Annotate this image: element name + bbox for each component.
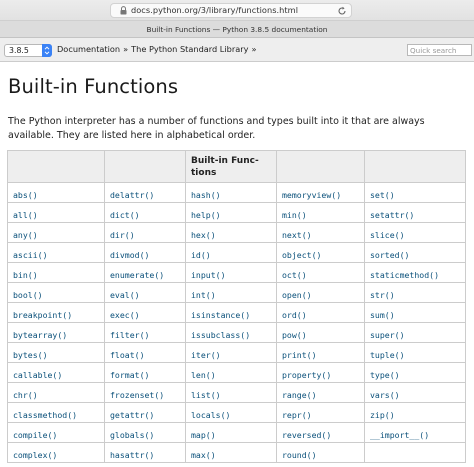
function-link[interactable]: reversed() bbox=[282, 430, 332, 440]
table-cell bbox=[277, 343, 365, 363]
function-link[interactable]: exec() bbox=[110, 310, 140, 320]
function-link[interactable]: dict() bbox=[110, 210, 140, 220]
table-row bbox=[8, 223, 466, 243]
table-cell bbox=[8, 223, 105, 243]
table-cell bbox=[365, 243, 466, 263]
function-link[interactable]: bytearray() bbox=[13, 330, 68, 340]
table-cell bbox=[105, 303, 186, 323]
function-link[interactable]: all() bbox=[13, 210, 38, 220]
function-link[interactable]: id() bbox=[191, 250, 211, 260]
table-header-cell bbox=[105, 151, 186, 183]
table-row bbox=[8, 443, 466, 463]
table-cell bbox=[277, 243, 365, 263]
function-link[interactable]: object() bbox=[282, 250, 322, 260]
function-link[interactable]: vars() bbox=[370, 390, 400, 400]
table-cell bbox=[365, 443, 466, 463]
quick-search-input[interactable] bbox=[407, 44, 472, 56]
address-bar bbox=[0, 0, 474, 20]
url-field[interactable] bbox=[110, 3, 352, 18]
breadcrumb-separator: » bbox=[123, 44, 129, 54]
table-row bbox=[8, 363, 466, 383]
table-cell bbox=[365, 203, 466, 223]
table-cell bbox=[8, 203, 105, 223]
table-cell bbox=[186, 443, 277, 463]
table-cell bbox=[105, 283, 186, 303]
function-link[interactable]: type() bbox=[370, 370, 400, 380]
table-cell bbox=[186, 323, 277, 343]
function-link[interactable]: str() bbox=[370, 290, 395, 300]
function-link[interactable]: chr() bbox=[13, 390, 38, 400]
function-link[interactable]: hasattr() bbox=[110, 450, 155, 460]
table-cell bbox=[8, 283, 105, 303]
table-cell bbox=[105, 203, 186, 223]
table-header-row bbox=[8, 151, 466, 183]
table-cell bbox=[8, 263, 105, 283]
table-cell bbox=[8, 443, 105, 463]
function-link[interactable]: list() bbox=[191, 390, 221, 400]
function-link[interactable]: bin() bbox=[13, 270, 38, 280]
function-link[interactable]: abs() bbox=[13, 190, 38, 200]
table-cell bbox=[365, 183, 466, 203]
function-link[interactable]: staticmethod() bbox=[370, 270, 440, 280]
table-cell bbox=[277, 223, 365, 243]
tab-bar bbox=[0, 20, 474, 38]
page-title: Built-in Functions bbox=[8, 75, 179, 98]
function-link[interactable]: float() bbox=[110, 350, 145, 360]
table-cell bbox=[365, 223, 466, 243]
table-cell bbox=[365, 343, 466, 363]
table-header-cell bbox=[8, 151, 105, 183]
function-link[interactable]: int() bbox=[191, 290, 216, 300]
table-cell bbox=[8, 243, 105, 263]
table-row bbox=[8, 423, 466, 443]
table-cell bbox=[186, 283, 277, 303]
function-link[interactable]: dir() bbox=[110, 230, 135, 240]
table-cell bbox=[8, 403, 105, 423]
table-row bbox=[8, 403, 466, 423]
function-link[interactable]: compile() bbox=[13, 430, 58, 440]
function-link[interactable]: globals() bbox=[110, 430, 155, 440]
function-link[interactable]: frozenset() bbox=[110, 390, 165, 400]
table-cell bbox=[186, 203, 277, 223]
select-arrows-icon bbox=[42, 44, 52, 57]
table-cell bbox=[277, 363, 365, 383]
table-cell bbox=[105, 383, 186, 403]
table-cell bbox=[105, 323, 186, 343]
breadcrumb-standard-library[interactable]: The Python Standard Library bbox=[131, 44, 249, 54]
table-cell bbox=[105, 183, 186, 203]
function-link[interactable]: bytes() bbox=[13, 350, 48, 360]
url-text: docs.python.org/3/library/functions.html bbox=[131, 5, 299, 15]
table-cell bbox=[8, 323, 105, 343]
table-cell bbox=[8, 363, 105, 383]
function-link[interactable]: getattr() bbox=[110, 410, 155, 420]
table-cell bbox=[186, 403, 277, 423]
table-cell bbox=[186, 383, 277, 403]
table-cell bbox=[277, 183, 365, 203]
table-cell bbox=[8, 183, 105, 203]
table-cell bbox=[186, 423, 277, 443]
function-link[interactable]: open() bbox=[282, 290, 312, 300]
table-cell bbox=[277, 263, 365, 283]
function-link[interactable]: next() bbox=[282, 230, 312, 240]
function-link[interactable]: format() bbox=[110, 370, 150, 380]
table-cell bbox=[186, 343, 277, 363]
builtin-functions-table bbox=[7, 150, 466, 463]
table-row bbox=[8, 183, 466, 203]
table-cell bbox=[277, 203, 365, 223]
function-link[interactable]: min() bbox=[282, 210, 307, 220]
table-cell bbox=[105, 243, 186, 263]
version-select[interactable] bbox=[4, 44, 52, 57]
table-row bbox=[8, 323, 466, 343]
function-link[interactable]: divmod() bbox=[110, 250, 150, 260]
function-link[interactable]: hex() bbox=[191, 230, 216, 240]
function-link[interactable]: repr() bbox=[282, 410, 312, 420]
table-cell bbox=[277, 403, 365, 423]
table-cell bbox=[277, 443, 365, 463]
table-cell bbox=[105, 423, 186, 443]
function-link[interactable]: eval() bbox=[110, 290, 140, 300]
function-link[interactable]: sum() bbox=[370, 310, 395, 320]
function-link[interactable]: ord() bbox=[282, 310, 307, 320]
table-cell bbox=[186, 183, 277, 203]
function-link[interactable]: round() bbox=[282, 450, 317, 460]
function-link[interactable]: oct() bbox=[282, 270, 307, 280]
function-link[interactable]: enumerate() bbox=[110, 270, 165, 280]
function-link[interactable]: tuple() bbox=[370, 350, 405, 360]
function-link[interactable]: complex() bbox=[13, 450, 58, 460]
function-link[interactable]: memoryview() bbox=[282, 190, 342, 200]
table-cell bbox=[277, 303, 365, 323]
table-cell bbox=[277, 323, 365, 343]
function-link[interactable]: hash() bbox=[191, 190, 221, 200]
table-row bbox=[8, 263, 466, 283]
table-cell bbox=[277, 283, 365, 303]
table-cell bbox=[365, 383, 466, 403]
table-cell bbox=[365, 303, 466, 323]
function-link[interactable]: breakpoint() bbox=[13, 310, 73, 320]
function-link[interactable]: input() bbox=[191, 270, 226, 280]
table-cell bbox=[8, 383, 105, 403]
table-cell bbox=[365, 263, 466, 283]
function-link[interactable]: locals() bbox=[191, 410, 231, 420]
function-link[interactable]: any() bbox=[13, 230, 38, 240]
table-cell bbox=[105, 363, 186, 383]
function-link[interactable]: zip() bbox=[370, 410, 395, 420]
function-link[interactable]: set() bbox=[370, 190, 395, 200]
table-row bbox=[8, 383, 466, 403]
table-row bbox=[8, 283, 466, 303]
table-cell bbox=[8, 303, 105, 323]
function-link[interactable]: delattr() bbox=[110, 190, 155, 200]
table-body bbox=[8, 183, 466, 463]
table-cell bbox=[105, 443, 186, 463]
table-header-cell bbox=[365, 151, 466, 183]
function-link[interactable]: isinstance() bbox=[191, 310, 251, 320]
table-cell bbox=[365, 423, 466, 443]
version-value: 3.8.5 bbox=[9, 46, 29, 55]
table-cell bbox=[105, 223, 186, 243]
table-cell bbox=[105, 263, 186, 283]
breadcrumb bbox=[57, 44, 256, 54]
function-link[interactable]: slice() bbox=[370, 230, 405, 240]
intro-paragraph: The Python interpreter has a number of functions and types built into it that are always available. They are listed here in alphabetical order. bbox=[8, 116, 425, 141]
reload-icon[interactable] bbox=[337, 6, 347, 16]
table-cell bbox=[8, 343, 105, 363]
function-link[interactable]: print() bbox=[282, 350, 317, 360]
function-link[interactable]: callable() bbox=[13, 370, 63, 380]
function-link[interactable]: pow() bbox=[282, 330, 307, 340]
table-row bbox=[8, 203, 466, 223]
table-row bbox=[8, 343, 466, 363]
function-link[interactable]: classmethod() bbox=[13, 410, 78, 420]
table-cell bbox=[277, 423, 365, 443]
table-header-cell: Built-in Func-tions bbox=[186, 151, 277, 183]
function-link[interactable]: max() bbox=[191, 450, 216, 460]
table-cell bbox=[277, 383, 365, 403]
function-link[interactable]: help() bbox=[191, 210, 221, 220]
function-link[interactable]: range() bbox=[282, 390, 317, 400]
table-cell bbox=[365, 283, 466, 303]
function-link[interactable]: setattr() bbox=[370, 210, 415, 220]
function-link[interactable]: super() bbox=[370, 330, 405, 340]
function-link[interactable]: filter() bbox=[110, 330, 150, 340]
table-row bbox=[8, 303, 466, 323]
function-link[interactable]: __import__() bbox=[370, 430, 430, 440]
tab-title[interactable]: Built-in Functions — Python 3.8.5 documentation bbox=[146, 24, 328, 34]
breadcrumb-separator: » bbox=[251, 44, 257, 54]
table-cell bbox=[186, 363, 277, 383]
table-row bbox=[8, 243, 466, 263]
function-link[interactable]: len() bbox=[191, 370, 216, 380]
function-link[interactable]: issubclass() bbox=[191, 330, 251, 340]
function-link[interactable]: map() bbox=[191, 430, 216, 440]
function-link[interactable]: bool() bbox=[13, 290, 43, 300]
table-cell bbox=[105, 343, 186, 363]
table-cell bbox=[186, 303, 277, 323]
table-header-cell bbox=[277, 151, 365, 183]
breadcrumb-documentation[interactable]: Documentation bbox=[57, 44, 121, 54]
table-cell bbox=[365, 363, 466, 383]
function-link[interactable]: iter() bbox=[191, 350, 221, 360]
table-cell bbox=[186, 223, 277, 243]
lock-icon bbox=[120, 6, 127, 15]
related-bar bbox=[0, 38, 474, 62]
table-cell bbox=[8, 423, 105, 443]
function-link[interactable]: property() bbox=[282, 370, 332, 380]
table-cell bbox=[186, 263, 277, 283]
table-cell bbox=[365, 323, 466, 343]
table-cell bbox=[105, 403, 186, 423]
function-link[interactable]: sorted() bbox=[370, 250, 410, 260]
table-cell bbox=[365, 403, 466, 423]
function-link[interactable]: ascii() bbox=[13, 250, 48, 260]
table-cell bbox=[186, 243, 277, 263]
